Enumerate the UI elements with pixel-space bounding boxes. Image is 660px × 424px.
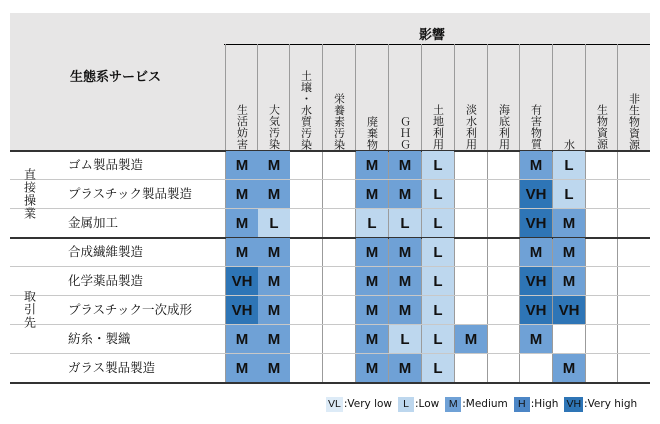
rating-cell: M xyxy=(356,296,388,324)
rating-cell: M xyxy=(455,325,487,353)
rating-cell: L xyxy=(422,296,454,324)
column-header xyxy=(586,48,618,150)
rating-cell: M xyxy=(356,238,388,266)
rating-cell: M xyxy=(258,325,290,353)
rating-cell: M xyxy=(258,267,290,295)
rating-cell: M xyxy=(258,296,290,324)
legend-swatch: VH xyxy=(566,398,582,410)
rating-cell: VH xyxy=(226,296,258,324)
impact-divider xyxy=(224,44,650,45)
rating-cell: L xyxy=(422,325,454,353)
rating-cell: M xyxy=(356,180,388,208)
legend-text: :Very high xyxy=(584,398,638,410)
legend-text: :High xyxy=(530,398,559,410)
column-header xyxy=(520,48,552,150)
legend-text: :Low xyxy=(415,398,440,410)
column-header-label: 栄養素汚染 xyxy=(332,92,346,150)
rating-cell: M xyxy=(356,354,388,382)
group-label xyxy=(10,237,50,382)
legend-swatch: VL xyxy=(328,398,341,410)
group-label xyxy=(10,150,50,237)
column-header xyxy=(258,48,290,150)
column-header xyxy=(422,48,454,150)
row-label: 金属加工 xyxy=(68,215,119,230)
row-label: 紡糸・製織 xyxy=(68,331,131,346)
rating-cell: VH xyxy=(553,296,585,324)
rating-cell: M xyxy=(520,238,552,266)
rating-cell: M xyxy=(226,151,258,179)
rating-cell: M xyxy=(389,151,421,179)
column-header-label: 海底利用 xyxy=(497,104,511,150)
rating-cell: M xyxy=(520,151,552,179)
column-header-label: ＧＨＧ xyxy=(398,115,412,150)
column-header xyxy=(488,48,520,150)
column-header xyxy=(389,48,421,150)
column-header-label: 有害物質 xyxy=(529,104,543,150)
column-header-label: 土地利用 xyxy=(431,104,445,150)
legend-text: :Medium xyxy=(462,398,508,410)
rating-cell: M xyxy=(258,151,290,179)
legend-item xyxy=(398,397,439,412)
rating-cell: M xyxy=(389,296,421,324)
rating-cell: M xyxy=(553,267,585,295)
row-label: ゴム製品製造 xyxy=(68,157,144,172)
legend-text: :Very low xyxy=(343,398,393,410)
rating-cell: VH xyxy=(520,267,552,295)
rating-cell: L xyxy=(356,209,388,237)
legend-swatch: L xyxy=(398,397,414,412)
column-header-label: 土壌・水質汚染 xyxy=(299,69,313,150)
rating-cell: M xyxy=(553,238,585,266)
column-header xyxy=(455,48,487,150)
column-header xyxy=(323,48,355,150)
column-header-label: 非生物資源 xyxy=(627,92,641,150)
rating-cell: L xyxy=(422,209,454,237)
rating-cell: M xyxy=(389,267,421,295)
rating-cell: L xyxy=(422,151,454,179)
group-label-text: 直接操業 xyxy=(22,167,37,220)
column-header-label: 生物資源 xyxy=(595,104,609,150)
column-header xyxy=(618,48,650,150)
column-header xyxy=(553,48,585,150)
rating-cell: M xyxy=(226,354,258,382)
legend-swatch: M xyxy=(445,397,461,412)
column-header-label: 大気汚染 xyxy=(267,104,281,150)
legend-item xyxy=(326,397,392,412)
column-header xyxy=(226,48,258,150)
row-label: 化学薬品製造 xyxy=(68,273,144,288)
rating-cell: L xyxy=(389,209,421,237)
row-label: プラスチック製品製造 xyxy=(68,186,193,201)
legend-item xyxy=(445,397,508,412)
rating-cell: L xyxy=(422,238,454,266)
column-divider xyxy=(322,44,323,382)
rating-cell: M xyxy=(226,238,258,266)
rating-cell: M xyxy=(553,209,585,237)
group-label-text: 取引先 xyxy=(22,290,37,329)
column-header-label: 水 xyxy=(562,138,576,150)
rating-cell: M xyxy=(258,354,290,382)
row-label: プラスチック一次成形 xyxy=(68,302,193,317)
column-header xyxy=(356,48,388,150)
rating-cell: M xyxy=(226,209,258,237)
rating-cell: M xyxy=(356,267,388,295)
rating-cell: VH xyxy=(520,209,552,237)
rating-cell: VH xyxy=(226,267,258,295)
rating-cell: M xyxy=(389,354,421,382)
column-header-label: 廃棄物 xyxy=(365,115,379,150)
column-header-label: 淡水利用 xyxy=(464,104,478,150)
column-divider xyxy=(487,44,488,382)
rating-cell: L xyxy=(422,267,454,295)
column-divider xyxy=(617,44,618,382)
column-header-label: 生活妨害 xyxy=(235,104,249,150)
legend xyxy=(326,396,643,412)
column-header xyxy=(290,48,322,150)
rating-cell: M xyxy=(226,325,258,353)
rating-cell: L xyxy=(422,180,454,208)
rating-cell: VH xyxy=(520,296,552,324)
rating-cell: M xyxy=(553,354,585,382)
legend-item xyxy=(564,397,637,412)
rating-cell: L xyxy=(258,209,290,237)
rating-cell: M xyxy=(226,180,258,208)
rating-cell: M xyxy=(258,180,290,208)
rating-cell: VH xyxy=(520,180,552,208)
rating-cell: M xyxy=(389,180,421,208)
rating-cell: M xyxy=(389,238,421,266)
rating-cell: M xyxy=(356,325,388,353)
row-label: 合成繊維製造 xyxy=(68,244,144,259)
rating-cell: L xyxy=(389,325,421,353)
legend-item xyxy=(514,397,559,412)
column-divider xyxy=(585,44,586,382)
impact-title: 影響 xyxy=(418,28,445,43)
rating-cell: L xyxy=(553,180,585,208)
rating-cell: M xyxy=(258,238,290,266)
rating-cell: L xyxy=(553,151,585,179)
service-column-title: 生態系サービス xyxy=(70,70,162,85)
row-label: ガラス製品製造 xyxy=(68,360,156,375)
row-divider xyxy=(10,382,650,384)
legend-swatch: H xyxy=(514,397,530,412)
rating-cell: M xyxy=(356,151,388,179)
rating-cell: L xyxy=(422,354,454,382)
rating-cell: M xyxy=(520,325,552,353)
